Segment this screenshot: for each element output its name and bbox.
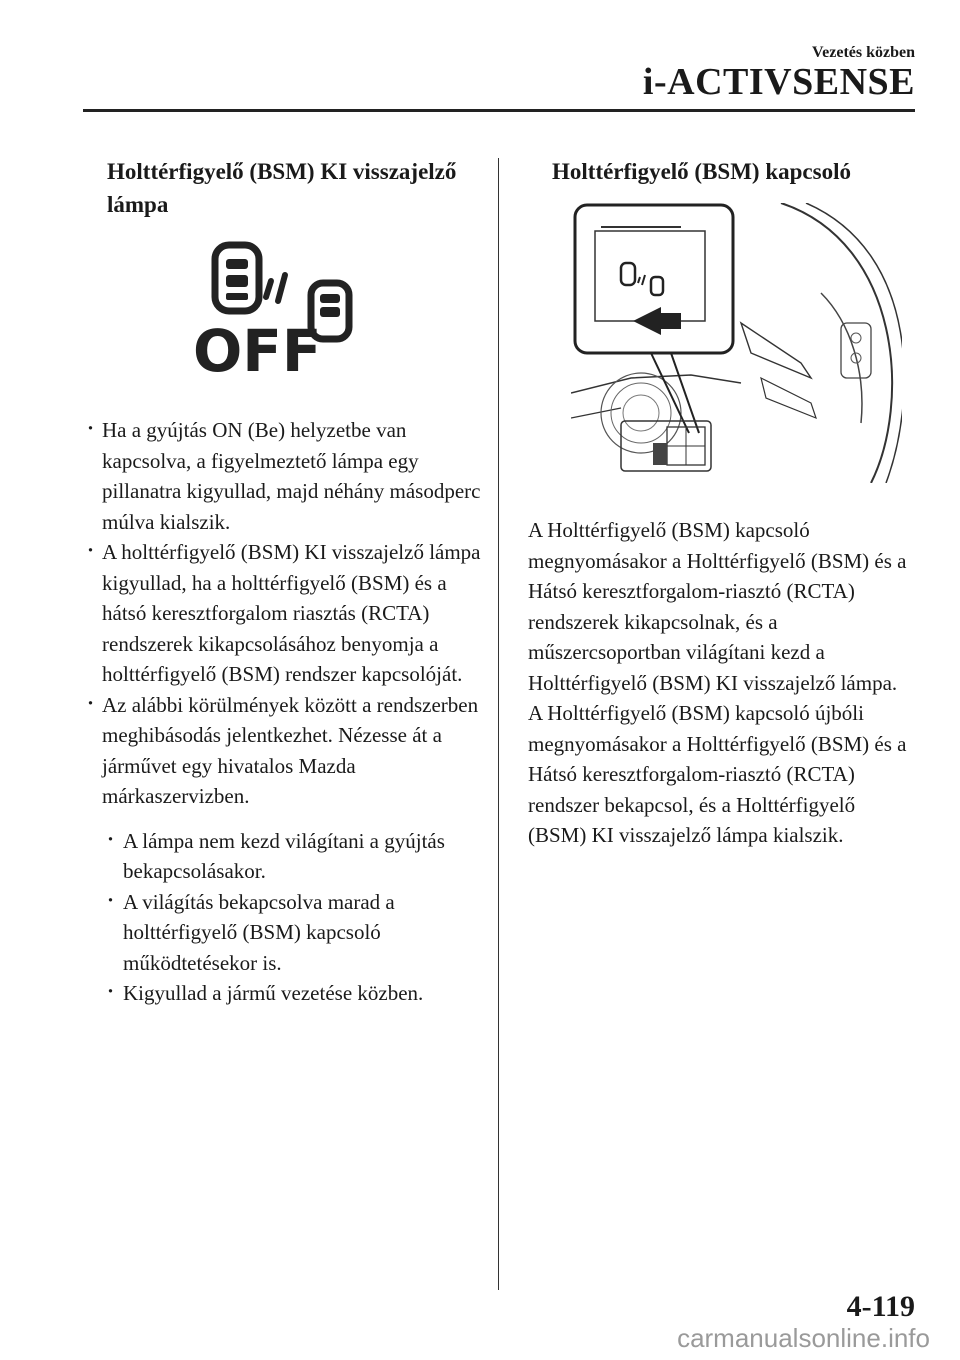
bsm-switch-heading: Holttérfigyelő (BSM) kapcsoló (552, 159, 851, 184)
section-title: i-ACTIVSENSE (642, 61, 915, 103)
list-item: · Kigyullad a jármű vezetése közben. (83, 978, 483, 1009)
bsm-off-lamp-heading: Holttérfigyelő (BSM) KI visszajelző lámpa (107, 159, 457, 217)
list-item: · A világítás bekapcsolva marad a holttérfigyelő (BSM) kapcsoló működtetésekor is. (83, 887, 483, 979)
right-column (528, 155, 918, 851)
bsm-off-indicator-icon (83, 241, 483, 401)
sub-bullet-list (83, 826, 483, 1009)
list-item: · A holttérfigyelő (BSM) KI visszajelző lámpa kigyullad, ha a holttérfigyelő (BSM) és a hátsó keresztforgalom riasztás (RCTA) rendszerek kikapcsolásához benyomja a holttérfigyelő (BSM) rendszer kapcsolóját. (83, 537, 483, 690)
watermark: carmanualsonline.info (677, 1323, 930, 1353)
page-number: 4-119 (846, 1290, 915, 1323)
bullet-list (83, 415, 483, 812)
list-item: · Az alábbi körülmények között a rendszerben meghibásodás jelentkezhet. Nézesse át a járművet egy hivatalos Mazda márkaszervizben. (83, 690, 483, 812)
list-item: · A lámpa nem kezd világítani a gyújtás bekapcsolásakor. (83, 826, 483, 887)
list-item: · Ha a gyújtás ON (Be) helyzetbe van kapcsolva, a figyelmeztető lámpa egy pillanatra kigyullad, majd néhány másodperc múlva kialszik. (83, 415, 483, 537)
paragraph: A Holttérfigyelő (BSM) kapcsoló újbóli megnyomásakor a Holttérfigyelő (BSM) és a Hátsó keresztforgalom-riasztó (RCTA) rendszer bekapcsol, és a Holttérfigyelő (BSM) KI visszajelző lámpa kialszik. (528, 701, 907, 847)
chapter-title: Vezetés közben (812, 44, 915, 61)
off-label: OFF (193, 317, 322, 381)
left-column (83, 155, 483, 1009)
header-divider (83, 109, 915, 112)
paragraph: A Holttérfigyelő (BSM) kapcsoló megnyomásakor a Holttérfigyelő (BSM) és a Hátsó keresztforgalom-riasztó (RCTA) rendszerek kikapcsolnak, és a műszercsoportban világítani kezd a Holttérfigyelő (BSM) KI visszajelző lámpa. (528, 518, 907, 695)
column-divider (498, 158, 499, 1290)
bsm-switch-illustration (571, 203, 902, 483)
